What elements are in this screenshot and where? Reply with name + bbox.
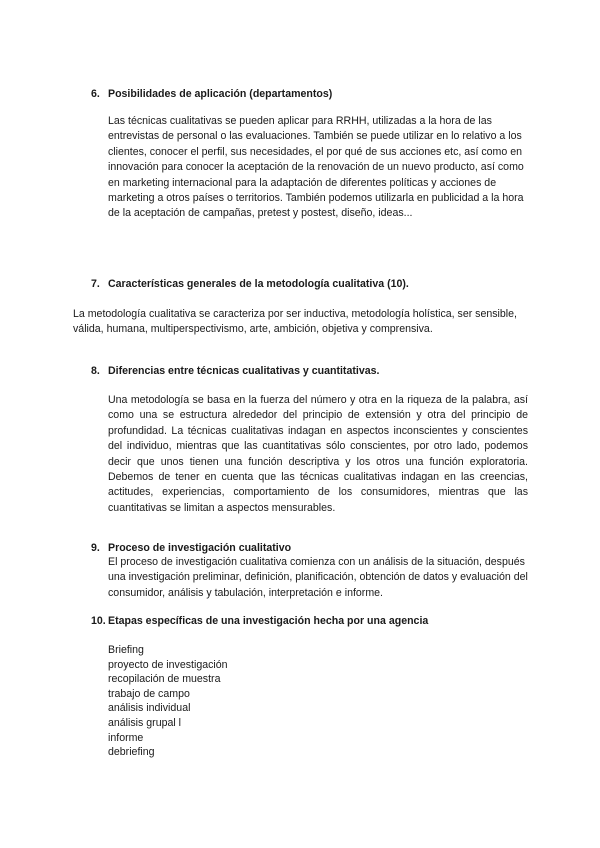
- list-item: análisis individual: [108, 702, 191, 715]
- section-9-number: 9.: [91, 542, 100, 554]
- section-7-body: La metodología cualitativa se caracteriza por ser inductiva, metodología holística, ser sensible, válida, humana, multiperspectivismo, arte, ambición, objetiva y comprensiva.: [73, 308, 517, 336]
- section-6-number: 6.: [91, 88, 100, 100]
- section-9-title: Proceso de investigación cualitativo: [108, 542, 292, 554]
- list-item: informe: [108, 731, 144, 744]
- section-6-heading: [91, 87, 332, 102]
- section-10-title: Etapas específicas de una investigación hecha por una agencia: [108, 615, 429, 627]
- section-8-title: Diferencias entre técnicas cualitativas y cuantitativas.: [108, 365, 380, 377]
- list-item: análisis grupal l: [108, 716, 182, 729]
- section-9-body: El proceso de investigación cualitativa comienza con un análisis de la situación, después una investigación preliminar, definición, planificación, obtención de datos y evaluación del consumidor, análisis y tabulación, interpretación e informe.: [108, 556, 528, 599]
- section-8-body: Una metodología se basa en la fuerza del número y otra en la riqueza de la palabra, así como una se estructura alrededor del principio de extensión y otra del principio de profundidad. La técnicas cualitativas indagan en aspectos inconscientes y conscientes del individuo, mientras que las cuantitativas sólo conscientes, por otro lado, podemos decir que unos tienen una función descriptiva y los otros una función exploratoria. Debemos de tener en cuenta que las técnicas cualitativas indagan en las creencias, actitudes, experiencias, comportamiento de los consumidores, mientras que las cuantitativas se limitan a aspectos mensurables.: [108, 394, 528, 514]
- section-7-title: Características generales de la metodología cualitativa (10).: [108, 278, 409, 290]
- section-7-heading: [91, 277, 409, 292]
- agency-stages-list: [108, 643, 228, 760]
- list-item: proyecto de investigación: [108, 658, 228, 671]
- section-6-title: Posibilidades de aplicación (departamentos): [108, 88, 333, 100]
- list-item: recopilación de muestra: [108, 673, 221, 686]
- section-8-number: 8.: [91, 365, 100, 377]
- list-item: trabajo de campo: [108, 687, 190, 700]
- section-7-number: 7.: [91, 278, 100, 290]
- section-10-heading: [91, 614, 428, 629]
- list-item: Briefing: [108, 644, 144, 656]
- list-item: debriefing: [108, 746, 155, 759]
- section-10-number: 10.: [91, 615, 106, 627]
- section-6-body: Las técnicas cualitativas se pueden aplicar para RRHH, utilizadas a la hora de las entrevistas de personal o las evaluaciones. También se puede utilizar en lo relativo a los clientes, conocer el perfil, sus necesidades, el por qué de sus acciones etc, así como en innovación para conocer la aceptación de la renovación de un nuevo producto, así como en marketing internacional para la adaptación de diferentes políticas y acciones de marketing a otros países o territorios. También podemos utilizarla en publicidad a la hora de la aceptación de campañas, pretest y postest, diseño, ideas...: [108, 115, 524, 220]
- section-8-heading: [91, 364, 379, 379]
